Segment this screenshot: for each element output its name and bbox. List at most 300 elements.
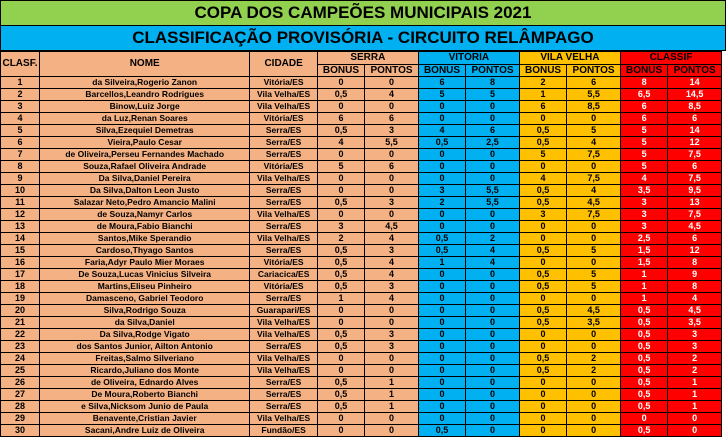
cell-vitoria-pontos[interactable]: 8: [466, 77, 520, 89]
cell-cidade[interactable]: Vila Velha/ES: [250, 317, 317, 329]
cell-vila-pontos[interactable]: 5: [567, 269, 621, 281]
cell-nome[interactable]: Silva,Ezequiel Demetras: [39, 125, 250, 137]
cell-vila-bonus[interactable]: 2: [519, 77, 566, 89]
cell-vitoria-pontos[interactable]: 0: [466, 209, 520, 221]
cell-serra-bonus[interactable]: 0,5: [317, 377, 364, 389]
cell-classif-bonus[interactable]: 2,5: [620, 233, 667, 245]
cell-classif-bonus[interactable]: 0,5: [620, 341, 667, 353]
cell-vila-bonus[interactable]: 0,5: [519, 281, 566, 293]
cell-vila-pontos[interactable]: 4: [567, 137, 621, 149]
cell-serra-pontos[interactable]: 0: [365, 209, 419, 221]
cell-nome[interactable]: e Silva,Nicksom Junio de Paula: [39, 401, 250, 413]
cell-classif-bonus[interactable]: 5: [620, 125, 667, 137]
cell-serra-pontos[interactable]: 0: [365, 77, 419, 89]
cell-classif-pontos[interactable]: 1: [668, 401, 722, 413]
cell-cidade[interactable]: Vitória/ES: [250, 257, 317, 269]
cell-vitoria-pontos[interactable]: 0: [466, 221, 520, 233]
cell-classif-pontos[interactable]: 0: [668, 413, 722, 425]
cell-vila-pontos[interactable]: 0: [567, 413, 621, 425]
cell-serra-bonus[interactable]: 0,5: [317, 197, 364, 209]
cell-cidade[interactable]: Vila Velha/ES: [250, 101, 317, 113]
cell-nome[interactable]: Binow,Luiz Jorge: [39, 101, 250, 113]
cell-clasf[interactable]: 22: [1, 329, 40, 341]
cell-clasf[interactable]: 3: [1, 101, 40, 113]
cell-clasf[interactable]: 2: [1, 89, 40, 101]
cell-vila-bonus[interactable]: 0: [519, 401, 566, 413]
cell-serra-bonus[interactable]: 0: [317, 413, 364, 425]
cell-vitoria-bonus[interactable]: 0,5: [418, 233, 465, 245]
cell-vila-bonus[interactable]: 0,5: [519, 125, 566, 137]
cell-nome[interactable]: Salazar Neto,Pedro Amancio Malini: [39, 197, 250, 209]
cell-cidade[interactable]: Serra/ES: [250, 401, 317, 413]
cell-serra-pontos[interactable]: 0: [365, 353, 419, 365]
cell-serra-pontos[interactable]: 6: [365, 113, 419, 125]
cell-serra-bonus[interactable]: 3: [317, 221, 364, 233]
cell-serra-bonus[interactable]: 0: [317, 77, 364, 89]
cell-clasf[interactable]: 6: [1, 137, 40, 149]
cell-vitoria-bonus[interactable]: 0: [418, 281, 465, 293]
cell-vila-pontos[interactable]: 6: [567, 77, 621, 89]
cell-serra-pontos[interactable]: 5,5: [365, 137, 419, 149]
cell-vila-pontos[interactable]: 5: [567, 281, 621, 293]
cell-cidade[interactable]: Cariacica/ES: [250, 269, 317, 281]
cell-cidade[interactable]: Serra/ES: [250, 389, 317, 401]
cell-serra-pontos[interactable]: 0: [365, 365, 419, 377]
cell-cidade[interactable]: Serra/ES: [250, 185, 317, 197]
cell-classif-pontos[interactable]: 3,5: [668, 317, 722, 329]
cell-vila-pontos[interactable]: 0: [567, 257, 621, 269]
cell-vila-bonus[interactable]: 0: [519, 413, 566, 425]
cell-cidade[interactable]: Serra/ES: [250, 221, 317, 233]
cell-nome[interactable]: Da Silva,Daniel Pereira: [39, 173, 250, 185]
cell-vitoria-bonus[interactable]: 0: [418, 389, 465, 401]
cell-clasf[interactable]: 11: [1, 197, 40, 209]
cell-classif-pontos[interactable]: 9,5: [668, 185, 722, 197]
cell-vila-bonus[interactable]: 3: [519, 209, 566, 221]
cell-nome[interactable]: de Souza,Namyr Carlos: [39, 209, 250, 221]
cell-classif-pontos[interactable]: 12: [668, 245, 722, 257]
cell-classif-bonus[interactable]: 0,5: [620, 401, 667, 413]
cell-cidade[interactable]: Vila Velha/ES: [250, 365, 317, 377]
cell-vila-bonus[interactable]: 0,5: [519, 353, 566, 365]
cell-serra-bonus[interactable]: 6: [317, 113, 364, 125]
cell-vitoria-bonus[interactable]: 0: [418, 113, 465, 125]
cell-serra-bonus[interactable]: 0,5: [317, 401, 364, 413]
cell-serra-bonus[interactable]: 2: [317, 233, 364, 245]
cell-nome[interactable]: De Moura,Roberto Bianchi: [39, 389, 250, 401]
header-nome[interactable]: NOME: [39, 52, 250, 77]
cell-classif-bonus[interactable]: 0,5: [620, 425, 667, 437]
cell-vila-pontos[interactable]: 4,5: [567, 197, 621, 209]
header-vitoria[interactable]: VITÓRIA: [418, 52, 519, 65]
cell-classif-bonus[interactable]: 4: [620, 173, 667, 185]
cell-vila-bonus[interactable]: 4: [519, 173, 566, 185]
cell-serra-pontos[interactable]: 0: [365, 425, 419, 437]
cell-vitoria-pontos[interactable]: 0: [466, 413, 520, 425]
cell-vitoria-bonus[interactable]: 0,5: [418, 425, 465, 437]
cell-vila-bonus[interactable]: 0: [519, 293, 566, 305]
cell-vila-bonus[interactable]: 0: [519, 377, 566, 389]
cell-clasf[interactable]: 25: [1, 365, 40, 377]
cell-serra-bonus[interactable]: 0,5: [317, 329, 364, 341]
cell-classif-bonus[interactable]: 0,5: [620, 353, 667, 365]
cell-vitoria-bonus[interactable]: 0: [418, 329, 465, 341]
cell-vitoria-bonus[interactable]: 0,5: [418, 245, 465, 257]
cell-clasf[interactable]: 20: [1, 305, 40, 317]
cell-classif-bonus[interactable]: 1: [620, 281, 667, 293]
cell-vila-pontos[interactable]: 0: [567, 233, 621, 245]
cell-vitoria-bonus[interactable]: 0: [418, 293, 465, 305]
cell-serra-pontos[interactable]: 4: [365, 257, 419, 269]
cell-nome[interactable]: dos Santos Junior, Ailton Antonio: [39, 341, 250, 353]
cell-vitoria-bonus[interactable]: 6: [418, 77, 465, 89]
header-serra-pontos[interactable]: PONTOS: [365, 64, 419, 77]
cell-vila-bonus[interactable]: 0: [519, 113, 566, 125]
cell-serra-bonus[interactable]: 0,5: [317, 269, 364, 281]
cell-nome[interactable]: Da Silva,Rodge Vigato: [39, 329, 250, 341]
cell-classif-bonus[interactable]: 5: [620, 149, 667, 161]
cell-vitoria-bonus[interactable]: 0: [418, 365, 465, 377]
cell-vitoria-pontos[interactable]: 4: [466, 245, 520, 257]
cell-serra-pontos[interactable]: 3: [365, 125, 419, 137]
cell-cidade[interactable]: Vila Velha/ES: [250, 413, 317, 425]
cell-classif-pontos[interactable]: 2: [668, 365, 722, 377]
cell-nome[interactable]: Cardoso,Thyago Santos: [39, 245, 250, 257]
cell-vila-pontos[interactable]: 8,5: [567, 101, 621, 113]
cell-serra-pontos[interactable]: 0: [365, 185, 419, 197]
cell-serra-bonus[interactable]: 4: [317, 137, 364, 149]
cell-serra-bonus[interactable]: 0: [317, 101, 364, 113]
cell-serra-bonus[interactable]: 0,5: [317, 281, 364, 293]
cell-vila-bonus[interactable]: 0: [519, 221, 566, 233]
cell-nome[interactable]: Silva,Rodrigo Souza: [39, 305, 250, 317]
cell-vila-bonus[interactable]: 0,5: [519, 365, 566, 377]
cell-vitoria-bonus[interactable]: 2: [418, 197, 465, 209]
cell-vitoria-pontos[interactable]: 0: [466, 305, 520, 317]
cell-vila-pontos[interactable]: 0: [567, 293, 621, 305]
cell-vila-bonus[interactable]: 0,5: [519, 305, 566, 317]
cell-serra-pontos[interactable]: 4,5: [365, 221, 419, 233]
cell-clasf[interactable]: 8: [1, 161, 40, 173]
cell-classif-pontos[interactable]: 8: [668, 257, 722, 269]
cell-vila-bonus[interactable]: 0: [519, 425, 566, 437]
cell-vitoria-bonus[interactable]: 0: [418, 269, 465, 281]
cell-cidade[interactable]: Vitória/ES: [250, 281, 317, 293]
cell-serra-pontos[interactable]: 4: [365, 293, 419, 305]
cell-clasf[interactable]: 9: [1, 173, 40, 185]
cell-nome[interactable]: de Oliveira,Perseu Fernandes Machado: [39, 149, 250, 161]
cell-serra-bonus[interactable]: 0: [317, 305, 364, 317]
cell-vitoria-bonus[interactable]: 0: [418, 341, 465, 353]
cell-vila-pontos[interactable]: 2: [567, 353, 621, 365]
cell-vitoria-bonus[interactable]: 0: [418, 209, 465, 221]
cell-vitoria-pontos[interactable]: 0: [466, 173, 520, 185]
cell-nome[interactable]: de Moura,Fabio Bianchi: [39, 221, 250, 233]
cell-vitoria-pontos[interactable]: 0: [466, 401, 520, 413]
cell-classif-bonus[interactable]: 6: [620, 113, 667, 125]
cell-vitoria-bonus[interactable]: 0: [418, 353, 465, 365]
cell-vila-pontos[interactable]: 2: [567, 365, 621, 377]
cell-serra-bonus[interactable]: 0: [317, 209, 364, 221]
cell-vitoria-pontos[interactable]: 4: [466, 257, 520, 269]
cell-clasf[interactable]: 28: [1, 401, 40, 413]
cell-classif-pontos[interactable]: 7,5: [668, 209, 722, 221]
cell-classif-pontos[interactable]: 6: [668, 233, 722, 245]
cell-vitoria-pontos[interactable]: 0: [466, 113, 520, 125]
cell-classif-bonus[interactable]: 3: [620, 221, 667, 233]
cell-classif-pontos[interactable]: 2: [668, 353, 722, 365]
cell-serra-pontos[interactable]: 3: [365, 329, 419, 341]
cell-vitoria-pontos[interactable]: 0: [466, 281, 520, 293]
cell-classif-bonus[interactable]: 6,5: [620, 89, 667, 101]
cell-nome[interactable]: Benavente,Cristian Javier: [39, 413, 250, 425]
cell-vitoria-pontos[interactable]: 5,5: [466, 185, 520, 197]
header-vila-bonus[interactable]: BONUS: [519, 64, 566, 77]
cell-serra-bonus[interactable]: 0,5: [317, 341, 364, 353]
cell-classif-pontos[interactable]: 9: [668, 269, 722, 281]
cell-serra-bonus[interactable]: 1: [317, 293, 364, 305]
cell-clasf[interactable]: 29: [1, 413, 40, 425]
cell-cidade[interactable]: Vila Velha/ES: [250, 209, 317, 221]
cell-clasf[interactable]: 5: [1, 125, 40, 137]
cell-vitoria-pontos[interactable]: 0: [466, 317, 520, 329]
cell-classif-pontos[interactable]: 6: [668, 113, 722, 125]
cell-vila-bonus[interactable]: 0: [519, 329, 566, 341]
cell-cidade[interactable]: Serra/ES: [250, 377, 317, 389]
cell-serra-bonus[interactable]: 0,5: [317, 389, 364, 401]
cell-cidade[interactable]: Vila Velha/ES: [250, 173, 317, 185]
cell-vila-pontos[interactable]: 0: [567, 161, 621, 173]
header-vila-velha[interactable]: VILA VELHA: [519, 52, 620, 65]
cell-nome[interactable]: Vieira,Paulo Cesar: [39, 137, 250, 149]
cell-classif-pontos[interactable]: 8: [668, 281, 722, 293]
cell-nome[interactable]: Ricardo,Juliano dos Monte: [39, 365, 250, 377]
cell-serra-bonus[interactable]: 0: [317, 173, 364, 185]
cell-classif-pontos[interactable]: 1: [668, 377, 722, 389]
cell-serra-pontos[interactable]: 0: [365, 173, 419, 185]
cell-classif-pontos[interactable]: 1: [668, 389, 722, 401]
cell-vila-pontos[interactable]: 0: [567, 341, 621, 353]
cell-nome[interactable]: Da Silva,Dalton Leon Justo: [39, 185, 250, 197]
cell-vitoria-bonus[interactable]: 0: [418, 317, 465, 329]
cell-serra-pontos[interactable]: 0: [365, 149, 419, 161]
cell-vila-bonus[interactable]: 0,5: [519, 185, 566, 197]
cell-vitoria-bonus[interactable]: 1: [418, 257, 465, 269]
cell-classif-pontos[interactable]: 7,5: [668, 173, 722, 185]
cell-classif-bonus[interactable]: 6: [620, 101, 667, 113]
cell-classif-bonus[interactable]: 0,5: [620, 365, 667, 377]
cell-cidade[interactable]: Serra/ES: [250, 293, 317, 305]
cell-clasf[interactable]: 26: [1, 377, 40, 389]
cell-classif-pontos[interactable]: 13: [668, 197, 722, 209]
cell-clasf[interactable]: 30: [1, 425, 40, 437]
cell-classif-pontos[interactable]: 8,5: [668, 101, 722, 113]
cell-vila-bonus[interactable]: 0: [519, 161, 566, 173]
cell-serra-pontos[interactable]: 0: [365, 101, 419, 113]
cell-clasf[interactable]: 4: [1, 113, 40, 125]
cell-vitoria-pontos[interactable]: 5: [466, 89, 520, 101]
cell-classif-pontos[interactable]: 4,5: [668, 305, 722, 317]
cell-clasf[interactable]: 19: [1, 293, 40, 305]
cell-vila-bonus[interactable]: 0,5: [519, 317, 566, 329]
header-cidade[interactable]: CIDADE: [250, 52, 317, 77]
cell-vila-pontos[interactable]: 0: [567, 329, 621, 341]
cell-serra-bonus[interactable]: 0: [317, 365, 364, 377]
header-classif[interactable]: CLASSIF: [620, 52, 721, 65]
cell-classif-bonus[interactable]: 1: [620, 293, 667, 305]
cell-cidade[interactable]: Serra/ES: [250, 245, 317, 257]
cell-serra-pontos[interactable]: 4: [365, 269, 419, 281]
cell-classif-bonus[interactable]: 0: [620, 413, 667, 425]
cell-classif-pontos[interactable]: 3: [668, 341, 722, 353]
cell-vitoria-pontos[interactable]: 6: [466, 125, 520, 137]
cell-classif-pontos[interactable]: 3: [668, 329, 722, 341]
cell-vitoria-bonus[interactable]: 0: [418, 305, 465, 317]
cell-serra-pontos[interactable]: 4: [365, 89, 419, 101]
cell-nome[interactable]: Souza,Rafael Oliveira Andrade: [39, 161, 250, 173]
cell-classif-pontos[interactable]: 12: [668, 137, 722, 149]
cell-serra-pontos[interactable]: 0: [365, 305, 419, 317]
cell-classif-pontos[interactable]: 14: [668, 77, 722, 89]
cell-serra-bonus[interactable]: 0,5: [317, 245, 364, 257]
cell-serra-pontos[interactable]: 3: [365, 245, 419, 257]
cell-clasf[interactable]: 18: [1, 281, 40, 293]
cell-vila-pontos[interactable]: 4,5: [567, 305, 621, 317]
cell-classif-bonus[interactable]: 1: [620, 269, 667, 281]
cell-serra-pontos[interactable]: 0: [365, 413, 419, 425]
cell-classif-bonus[interactable]: 1,5: [620, 245, 667, 257]
cell-vitoria-bonus[interactable]: 0: [418, 413, 465, 425]
cell-vila-pontos[interactable]: 0: [567, 401, 621, 413]
cell-serra-pontos[interactable]: 1: [365, 377, 419, 389]
cell-clasf[interactable]: 14: [1, 233, 40, 245]
cell-vitoria-pontos[interactable]: 2,5: [466, 137, 520, 149]
cell-vitoria-bonus[interactable]: 0: [418, 401, 465, 413]
cell-vitoria-bonus[interactable]: 0: [418, 161, 465, 173]
cell-cidade[interactable]: Vila Velha/ES: [250, 233, 317, 245]
cell-vila-bonus[interactable]: 0: [519, 341, 566, 353]
cell-serra-pontos[interactable]: 4: [365, 233, 419, 245]
cell-vila-bonus[interactable]: 0: [519, 257, 566, 269]
header-classif-bonus[interactable]: BONUS: [620, 64, 667, 77]
cell-clasf[interactable]: 27: [1, 389, 40, 401]
cell-clasf[interactable]: 24: [1, 353, 40, 365]
cell-cidade[interactable]: Vitória/ES: [250, 161, 317, 173]
cell-cidade[interactable]: Serra/ES: [250, 197, 317, 209]
header-vitoria-bonus[interactable]: BONUS: [418, 64, 465, 77]
cell-nome[interactable]: Faria,Adyr Paulo Mier Moraes: [39, 257, 250, 269]
cell-serra-bonus[interactable]: 0: [317, 317, 364, 329]
cell-cidade[interactable]: Guarapari/ES: [250, 305, 317, 317]
cell-clasf[interactable]: 16: [1, 257, 40, 269]
cell-vitoria-pontos[interactable]: 0: [466, 353, 520, 365]
cell-clasf[interactable]: 10: [1, 185, 40, 197]
cell-serra-bonus[interactable]: 0,5: [317, 125, 364, 137]
cell-serra-bonus[interactable]: 0,5: [317, 257, 364, 269]
cell-clasf[interactable]: 23: [1, 341, 40, 353]
cell-classif-pontos[interactable]: 6: [668, 161, 722, 173]
cell-vitoria-bonus[interactable]: 0,5: [418, 137, 465, 149]
cell-vila-bonus[interactable]: 0,5: [519, 197, 566, 209]
cell-vila-pontos[interactable]: 5: [567, 245, 621, 257]
cell-vitoria-bonus[interactable]: 3: [418, 185, 465, 197]
cell-clasf[interactable]: 13: [1, 221, 40, 233]
cell-classif-pontos[interactable]: 4,5: [668, 221, 722, 233]
cell-serra-pontos[interactable]: 1: [365, 401, 419, 413]
cell-classif-bonus[interactable]: 8: [620, 77, 667, 89]
cell-vila-pontos[interactable]: 0: [567, 377, 621, 389]
cell-vitoria-pontos[interactable]: 2: [466, 233, 520, 245]
cell-vitoria-pontos[interactable]: 0: [466, 101, 520, 113]
cell-vila-pontos[interactable]: 7,5: [567, 173, 621, 185]
cell-serra-pontos[interactable]: 0: [365, 317, 419, 329]
cell-nome[interactable]: Damasceno, Gabriel Teodoro: [39, 293, 250, 305]
cell-classif-bonus[interactable]: 0,5: [620, 377, 667, 389]
cell-vitoria-bonus[interactable]: 0: [418, 149, 465, 161]
cell-vila-pontos[interactable]: 0: [567, 113, 621, 125]
cell-vila-bonus[interactable]: 0,5: [519, 137, 566, 149]
header-classif-pontos[interactable]: PONTOS: [668, 64, 722, 77]
cell-clasf[interactable]: 21: [1, 317, 40, 329]
cell-clasf[interactable]: 15: [1, 245, 40, 257]
cell-vila-pontos[interactable]: 0: [567, 389, 621, 401]
cell-vitoria-bonus[interactable]: 5: [418, 89, 465, 101]
cell-classif-bonus[interactable]: 0,5: [620, 389, 667, 401]
cell-cidade[interactable]: Serra/ES: [250, 125, 317, 137]
cell-serra-pontos[interactable]: 3: [365, 197, 419, 209]
cell-classif-bonus[interactable]: 0,5: [620, 329, 667, 341]
cell-vila-pontos[interactable]: 5,5: [567, 89, 621, 101]
cell-nome[interactable]: Sacani,Andre Luiz de Oliveira: [39, 425, 250, 437]
cell-cidade[interactable]: Fundão/ES: [250, 425, 317, 437]
cell-vitoria-bonus[interactable]: 0: [418, 221, 465, 233]
cell-cidade[interactable]: Vila Velha/ES: [250, 329, 317, 341]
cell-cidade[interactable]: Vila Velha/ES: [250, 89, 317, 101]
cell-cidade[interactable]: Vila Velha/ES: [250, 353, 317, 365]
cell-vila-pontos[interactable]: 5: [567, 125, 621, 137]
cell-vitoria-pontos[interactable]: 0: [466, 389, 520, 401]
cell-vitoria-pontos[interactable]: 0: [466, 329, 520, 341]
cell-clasf[interactable]: 17: [1, 269, 40, 281]
cell-nome[interactable]: Barcellos,Leandro Rodrigues: [39, 89, 250, 101]
cell-vitoria-pontos[interactable]: 0: [466, 269, 520, 281]
cell-serra-pontos[interactable]: 6: [365, 161, 419, 173]
cell-classif-bonus[interactable]: 0,5: [620, 305, 667, 317]
cell-clasf[interactable]: 1: [1, 77, 40, 89]
cell-classif-pontos[interactable]: 14,5: [668, 89, 722, 101]
cell-classif-pontos[interactable]: 14: [668, 125, 722, 137]
cell-vitoria-pontos[interactable]: 0: [466, 161, 520, 173]
cell-classif-bonus[interactable]: 1,5: [620, 257, 667, 269]
cell-vila-pontos[interactable]: 7,5: [567, 149, 621, 161]
cell-serra-pontos[interactable]: 1: [365, 389, 419, 401]
cell-cidade[interactable]: Vitória/ES: [250, 77, 317, 89]
cell-cidade[interactable]: Serra/ES: [250, 341, 317, 353]
cell-cidade[interactable]: Serra/ES: [250, 149, 317, 161]
cell-vitoria-bonus[interactable]: 0: [418, 173, 465, 185]
cell-serra-bonus[interactable]: 0: [317, 185, 364, 197]
cell-classif-bonus[interactable]: 0,5: [620, 317, 667, 329]
cell-vila-bonus[interactable]: 0: [519, 389, 566, 401]
cell-vila-pontos[interactable]: 7,5: [567, 209, 621, 221]
cell-cidade[interactable]: Serra/ES: [250, 137, 317, 149]
cell-vitoria-pontos[interactable]: 0: [466, 149, 520, 161]
header-vila-pontos[interactable]: PONTOS: [567, 64, 621, 77]
cell-vila-bonus[interactable]: 0,5: [519, 245, 566, 257]
cell-vila-bonus[interactable]: 0,5: [519, 269, 566, 281]
cell-classif-bonus[interactable]: 3: [620, 197, 667, 209]
cell-classif-bonus[interactable]: 5: [620, 161, 667, 173]
